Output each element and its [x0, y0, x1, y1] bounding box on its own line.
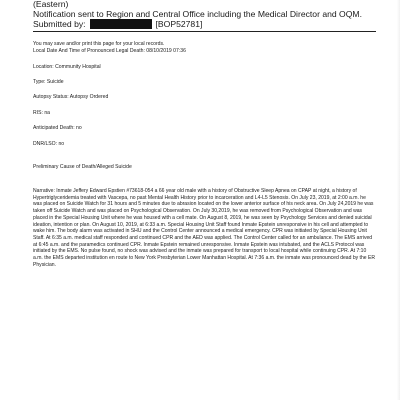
autopsy-status-field: Autopsy Status: Autopsy Ordered — [33, 94, 109, 100]
submitted-by-label: Submitted by: — [33, 19, 86, 29]
location-field: Location: Community Hospital — [33, 64, 101, 70]
anticipated-death-field: Anticipated Death: no — [33, 125, 82, 131]
save-print-note: You may save and/or print this page for your local records. — [33, 41, 165, 47]
header-divider — [33, 31, 376, 32]
ris-field: RIS: na — [33, 110, 50, 116]
narrative-paragraph: Narrative: Inmate Jeffery Edward Epstien #73618-054 a 66 year old male with a history of Obstructive Sleep Apnea on CPAP at night, a history of Hypertriglyceridemia treated with Vascepa, no past Mental Health History prior to incarceration and L4-L5 Stenosis. On July 23, 2019, at 2:00 a.m. he was placed on Suicide Watch for 31 hours and 5 minutes due to abrasion located on the lower anterior surface of his neck area. On July 24,2019 he was taken off Suicide Watch and was placed on Psychological Observation. On July 30,2019, he was removed from Psychological Observation and was placed in the Special Housing Unit where he was housed with a cell mate. On August 8, 2019, he was seen by Psychology Services and denied suicidal ideation, intention or plan. On August 10, 2019, at 6:33 a.m. Special Housing Unit Staff found Inmate Epstein unresponsive in his cell and attempted to wake him. The body alarm was activated in SHU and the Control Center announced a medical emergency. CPR was initiated by Special Housing Unit Staff. At 6:35 a.m. medical staff responded and continued CPR and the AED was applied. The Control Center called for an ambulance. The EMS arrived at 6:45 a.m. and the paramedics continued CPR. Inmate Epstein remained unresponsive. Inmate Epstein was intubated, and the ACLS Protocol was initiated by the EMS. No pulse found, no shock was advised and the inmate was prepared for transport to local hospital while continuing CPR. At 7:10 a.m. the EMS departed institution en route to New York Presbyterian Lower Manhattan Hospital. At 7:36 a.m. the inmate was pronounced dead by the ER Physician. — [33, 188, 375, 268]
dnr-lso-field: DNR/LSO: no — [33, 141, 65, 147]
preliminary-cause-heading: Preliminary Cause of Death/Alleged Suicide — [33, 164, 132, 170]
redaction-bar — [90, 19, 152, 29]
pronounced-datetime: Local Date And Time of Pronounced Legal Death: 08/10/2019 07:36 — [33, 48, 186, 54]
submitted-by-code: [BOP52781] — [155, 19, 203, 29]
header-eastern: (Eastern) — [33, 0, 69, 9]
header-notification: Notification sent to Region and Central Office including the Medical Director and OQM. — [33, 9, 362, 19]
type-field: Type: Suicide — [33, 79, 64, 85]
submitted-by-row — [33, 19, 376, 29]
